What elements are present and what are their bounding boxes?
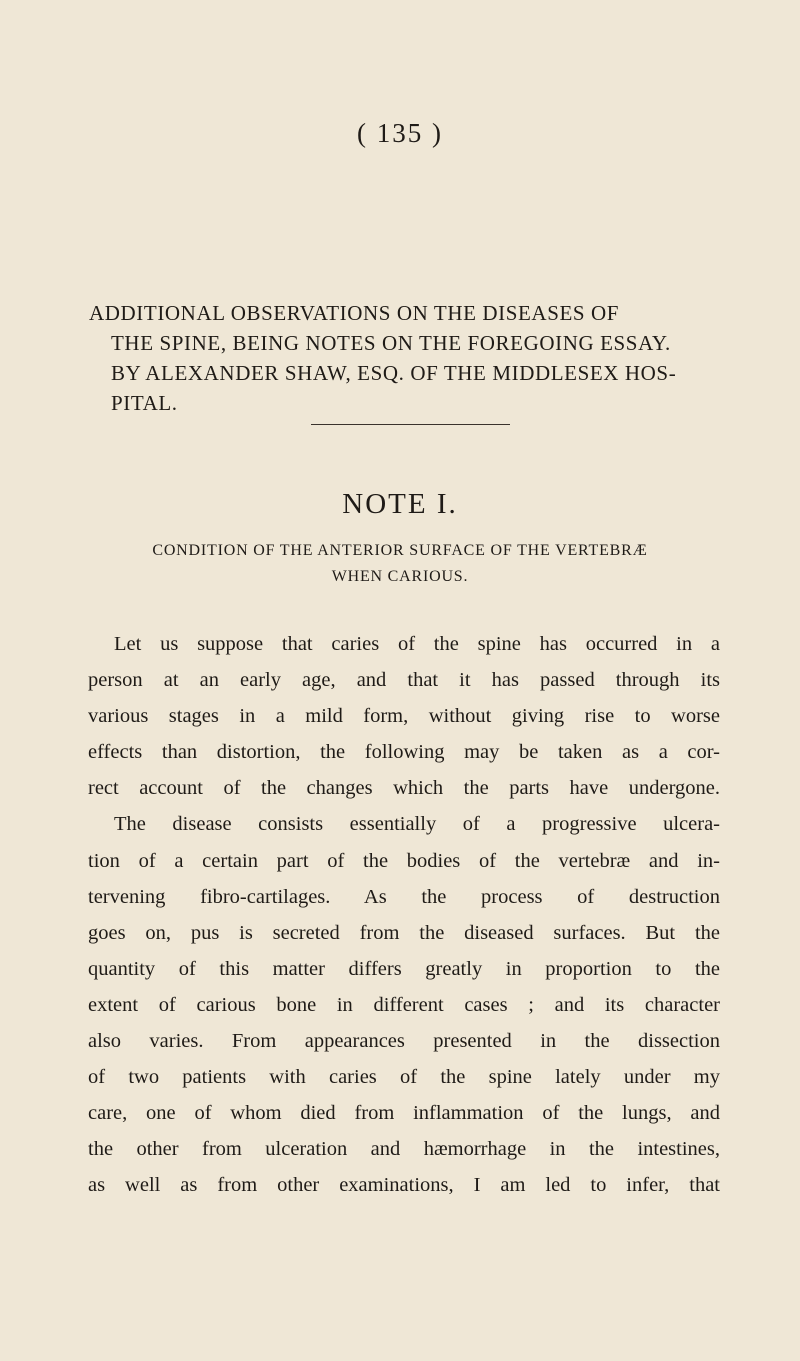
body-line: person at an early age, and that it has passed through its [88,669,720,692]
body-line: rect account of the changes which the parts have undergone. [88,777,720,800]
condition-heading [0,538,800,590]
body-line: the other from ulceration and hæmorrhage in the intestines, [88,1138,720,1161]
condition-heading-line: WHEN CARIOUS. [331,568,469,585]
body-line: quantity of this matter differs greatly in proportion to the [88,957,720,980]
essay-title-line: THE SPINE, BEING NOTES ON THE FOREGOING ESSAY. [111,331,671,355]
body-line: extent of carious bone in different cases ; and its character [88,993,720,1016]
body-line: various stages in a mild form, without giving rise to worse [88,705,720,728]
note-heading: NOTE I. [342,488,458,520]
body-line: tervening fibro-cartilages. As the process of destruction [88,885,720,908]
body-line: care, one of whom died from inflammation of the lungs, and [88,1102,720,1125]
essay-title-line: BY ALEXANDER SHAW, ESQ. OF THE MIDDLESEX HOS- [111,361,677,385]
essay-title-line: ADDITIONAL OBSERVATIONS ON THE DISEASES OF [89,301,620,325]
condition-heading-line: CONDITION OF THE ANTERIOR SURFACE OF THE VERTEBRÆ [152,542,648,559]
body-line: Let us suppose that caries of the spine has occurred in a [114,633,720,655]
body-line: tion of a certain part of the bodies of the vertebræ and in- [88,849,720,872]
body-line: as well as from other examinations, I am led to infer, that [88,1174,720,1197]
section-divider [311,424,510,425]
body-text [88,626,720,1204]
body-line: effects than distortion, the following may be taken as a cor- [88,741,720,764]
body-line: goes on, pus is secreted from the diseased surfaces. But the [88,921,720,944]
body-line: also varies. From appearances presented in the dissection [88,1030,720,1053]
body-line: of two patients with caries of the spine lately under my [88,1066,720,1089]
body-line: The disease consists essentially of a progressive ulcera- [114,813,720,836]
page-number: ( 135 ) [357,118,443,148]
essay-title-line: PITAL. [111,391,178,415]
essay-title [89,298,721,418]
